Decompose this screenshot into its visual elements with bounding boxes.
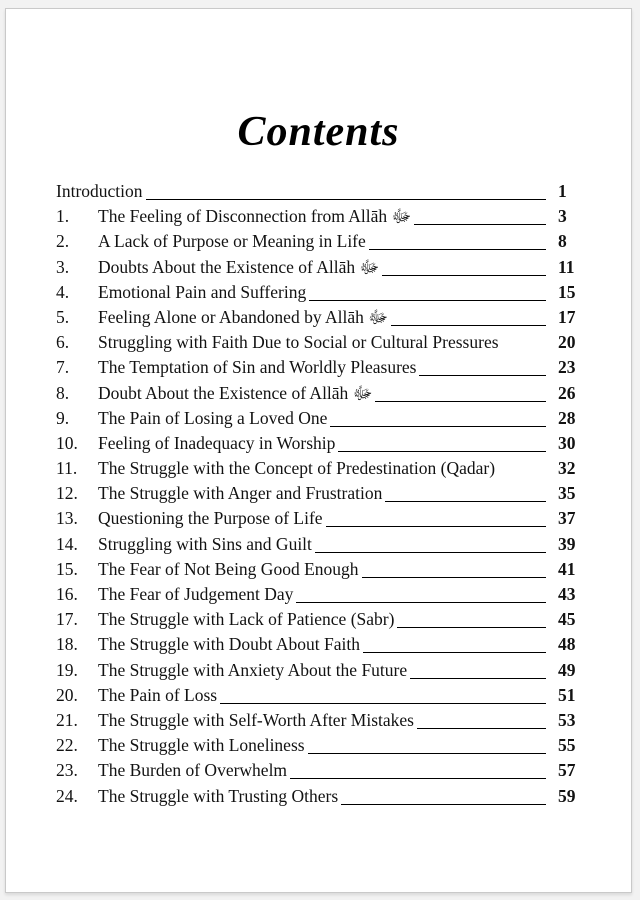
- toc-entry-number: 24.: [56, 785, 78, 806]
- toc-entry: [56, 784, 590, 809]
- toc-entry: [56, 381, 590, 406]
- toc-entry-title: Feeling of Inadequacy in Worship: [98, 432, 336, 453]
- toc-leader-line: [338, 431, 546, 452]
- toc-leader-line: [296, 582, 546, 603]
- toc-entry-page-number: 23: [558, 357, 576, 378]
- toc-entry-title: The Fear of Judgement Day: [98, 584, 294, 604]
- toc-entry: [56, 506, 590, 531]
- toc-entry-number: 8.: [56, 382, 70, 403]
- toc-leader-line: [502, 330, 546, 350]
- toc-entry-page-number: 55: [558, 735, 576, 756]
- toc-leader-line: [146, 179, 546, 200]
- toc-entry: [56, 204, 590, 229]
- toc-entry: [56, 481, 590, 506]
- toc-entry-title: The Pain of Losing a Loved One: [98, 407, 328, 428]
- toc-entry-page-number: 37: [558, 508, 576, 529]
- toc-entry-title: Struggling with Faith Due to Social or Cultural Pressures: [98, 332, 499, 353]
- toc-entry: [56, 557, 590, 582]
- toc-entry: [56, 179, 590, 204]
- toc-leader-line: [419, 355, 546, 376]
- toc-entry: [56, 229, 590, 254]
- toc-entry-page-number: 45: [558, 609, 576, 630]
- toc-entry-number: 19.: [56, 659, 78, 680]
- toc-leader-line: [397, 607, 546, 628]
- toc-entry: [56, 607, 590, 632]
- toc-leader-line: [498, 456, 546, 476]
- toc-entry: [56, 355, 590, 380]
- toc-entry-page-number: 43: [558, 584, 576, 604]
- toc-entry: [56, 280, 590, 305]
- toc-entry: [56, 305, 590, 330]
- toc-entry-number: 12.: [56, 483, 78, 504]
- toc-entry: [56, 532, 590, 557]
- toc-entry: [56, 255, 590, 280]
- toc-leader-line: [330, 406, 546, 427]
- toc-entry-page-number: 30: [558, 432, 576, 453]
- toc-entry-number: 21.: [56, 709, 78, 730]
- toc-entry-number: 14.: [56, 533, 78, 554]
- toc-leader-line: [362, 557, 546, 578]
- toc-entry-title: Doubts About the Existence of Allāh ﷻ: [98, 256, 380, 277]
- toc-list: [56, 179, 590, 809]
- toc-leader-line: [382, 255, 546, 276]
- toc-entry: [56, 330, 590, 355]
- toc-entry-title: Feeling Alone or Abandoned by Allāh ﷻ: [98, 306, 389, 327]
- toc-entry-page-number: 49: [558, 659, 576, 680]
- toc-leader-line: [385, 481, 546, 502]
- toc-entry-title: The Pain of Loss: [98, 684, 218, 705]
- toc-entry-title: The Struggle with Anxiety About the Future: [98, 659, 408, 680]
- toc-entry-page-number: 53: [558, 709, 576, 730]
- toc-leader-line: [326, 506, 546, 527]
- toc-entry-page-number: 59: [558, 785, 576, 806]
- toc-entry-page-number: 35: [558, 483, 576, 504]
- toc-entry-number: 9.: [56, 407, 70, 428]
- toc-leader-line: [309, 280, 546, 301]
- toc-entry: [56, 632, 590, 657]
- toc-entry-page-number: 26: [558, 382, 576, 403]
- toc-entry: [56, 733, 590, 758]
- toc-entry: [56, 758, 590, 783]
- toc-entry-number: 16.: [56, 584, 78, 604]
- toc-entry-page-number: 11: [558, 256, 575, 277]
- toc-entry: [56, 683, 590, 708]
- toc-entry-number: 15.: [56, 558, 78, 579]
- toc-entry-page-number: 28: [558, 407, 576, 428]
- toc-entry-number: 4.: [56, 281, 70, 302]
- toc-entry-title: The Struggle with Self-Worth After Mistakes: [98, 709, 414, 730]
- toc-entry-number: 13.: [56, 508, 78, 529]
- toc-entry-title: The Burden of Overwhelm: [98, 760, 288, 781]
- toc-leader-line: [410, 658, 546, 679]
- toc-entry-title: The Struggle with Trusting Others: [98, 785, 339, 806]
- toc-entry-number: 1.: [56, 206, 70, 227]
- toc-entry-title: Emotional Pain and Suffering: [98, 281, 307, 302]
- toc-entry-title: The Struggle with Lack of Patience (Sabr): [98, 609, 395, 630]
- toc-entry-number: 3.: [56, 256, 70, 277]
- toc-entry-title: The Struggle with the Concept of Predestination (Qadar): [98, 458, 496, 479]
- toc-leader-line: [308, 733, 546, 754]
- toc-entry: [56, 582, 590, 607]
- toc-entry: [56, 658, 590, 683]
- toc-entry-number: 18.: [56, 634, 78, 655]
- toc-entry-number: 10.: [56, 432, 78, 453]
- contents-title: Contents: [237, 109, 400, 155]
- toc-entry-number: 20.: [56, 684, 78, 705]
- toc-entry-page-number: 39: [558, 533, 576, 554]
- toc-entry-page-number: 41: [558, 558, 576, 579]
- toc-entry-page-number: 48: [558, 634, 576, 655]
- toc-entry-page-number: 32: [558, 458, 576, 479]
- toc-leader-line: [315, 532, 546, 553]
- toc-entry: [56, 456, 590, 481]
- toc-leader-line: [391, 305, 546, 326]
- toc-leader-line: [290, 758, 546, 779]
- toc-entry-number: 5.: [56, 306, 70, 327]
- toc-entry-page-number: 1: [558, 181, 567, 201]
- toc-entry-page-number: 15: [558, 281, 576, 302]
- toc-entry-number: 2.: [56, 231, 70, 252]
- toc-entry: [56, 406, 590, 431]
- toc-entry-title: Doubt About the Existence of Allāh ﷻ: [98, 382, 373, 403]
- toc-entry-title: The Temptation of Sin and Worldly Pleasures: [98, 357, 417, 378]
- toc-entry-number: 17.: [56, 609, 78, 630]
- toc-entry-number: 22.: [56, 735, 78, 756]
- book-page: [5, 8, 632, 893]
- toc-leader-line: [414, 204, 546, 225]
- toc-entry-number: 23.: [56, 760, 78, 781]
- toc-entry-title: The Feeling of Disconnection from Allāh ﷻ: [98, 206, 412, 227]
- toc-entry-title: Questioning the Purpose of Life: [98, 508, 323, 529]
- toc-entry-number: 6.: [56, 332, 70, 353]
- toc-entry-page-number: 17: [558, 306, 576, 327]
- toc-entry-title: The Struggle with Loneliness: [98, 735, 305, 756]
- toc-entry-number: 7.: [56, 357, 70, 378]
- toc-leader-line: [220, 683, 546, 704]
- toc-entry-page-number: 8: [558, 231, 567, 252]
- toc-entry-title: A Lack of Purpose or Meaning in Life: [98, 231, 366, 252]
- toc-entry-page-number: 20: [558, 332, 576, 353]
- toc-leader-line: [369, 229, 546, 250]
- toc-entry-title: Struggling with Sins and Guilt: [98, 533, 312, 554]
- toc-entry: [56, 431, 590, 456]
- toc-entry-page-number: 51: [558, 684, 576, 705]
- toc-entry-page-number: 3: [558, 206, 567, 227]
- toc-leader-line: [417, 708, 546, 729]
- toc-entry-title: The Struggle with Doubt About Faith: [98, 634, 361, 655]
- toc-entry-page-number: 57: [558, 760, 576, 781]
- toc-entry-title: The Fear of Not Being Good Enough: [98, 558, 359, 579]
- toc-leader-line: [363, 632, 546, 653]
- toc-leader-line: [375, 381, 546, 402]
- toc-entry: [56, 708, 590, 733]
- toc-entry-title: The Struggle with Anger and Frustration: [98, 483, 383, 504]
- toc-leader-line: [341, 784, 546, 805]
- toc-entry-title: Introduction: [56, 181, 143, 201]
- toc-entry-number: 11.: [56, 458, 78, 479]
